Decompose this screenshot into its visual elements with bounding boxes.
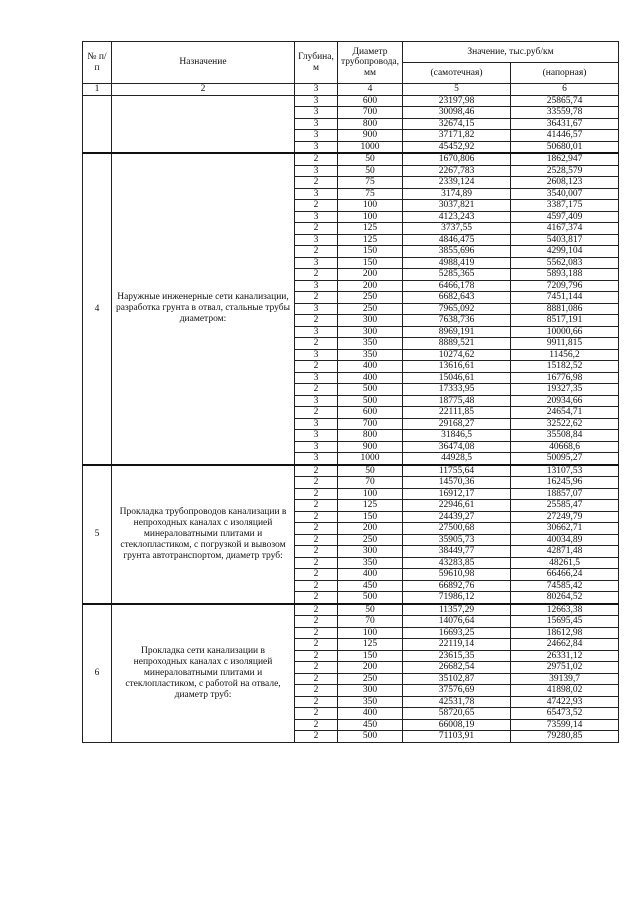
gravity-value-cell: 10274,62 xyxy=(403,349,511,361)
depth-cell: 2 xyxy=(295,557,338,569)
diameter-cell: 900 xyxy=(338,130,403,142)
depth-cell: 2 xyxy=(295,523,338,535)
gravity-value-cell: 1670,806 xyxy=(403,153,511,165)
depth-cell: 3 xyxy=(295,430,338,442)
depth-cell: 3 xyxy=(295,107,338,119)
depth-cell: 3 xyxy=(295,349,338,361)
depth-cell: 3 xyxy=(295,326,338,338)
depth-cell: 3 xyxy=(295,130,338,142)
table-row xyxy=(83,153,619,165)
gravity-value-cell: 15046,61 xyxy=(403,372,511,384)
depth-cell: 2 xyxy=(295,477,338,489)
col-number: 4 xyxy=(338,84,403,96)
diameter-cell: 400 xyxy=(338,372,403,384)
gravity-value-cell: 42531,78 xyxy=(403,696,511,708)
pressure-value-cell: 74585,42 xyxy=(511,580,619,592)
pressure-value-cell: 12663,38 xyxy=(511,604,619,616)
section-number: 5 xyxy=(83,465,112,604)
depth-cell: 2 xyxy=(295,338,338,350)
gravity-value-cell: 66008,19 xyxy=(403,719,511,731)
gravity-value-cell: 8889,521 xyxy=(403,338,511,350)
section-number: 6 xyxy=(83,604,112,743)
depth-cell: 2 xyxy=(295,361,338,373)
pressure-value-cell: 3540,007 xyxy=(511,188,619,200)
diameter-cell: 150 xyxy=(338,246,403,258)
diameter-cell: 50 xyxy=(338,604,403,616)
diameter-cell: 500 xyxy=(338,592,403,604)
col-number: 2 xyxy=(112,84,295,96)
diameter-cell: 100 xyxy=(338,211,403,223)
gravity-value-cell: 24439,27 xyxy=(403,511,511,523)
price-table xyxy=(82,41,619,743)
gravity-value-cell: 30098,46 xyxy=(403,107,511,119)
depth-cell: 3 xyxy=(295,395,338,407)
diameter-cell: 100 xyxy=(338,627,403,639)
pressure-value-cell: 47422,93 xyxy=(511,696,619,708)
pressure-value-cell: 29751,02 xyxy=(511,662,619,674)
gravity-value-cell: 38449,77 xyxy=(403,546,511,558)
diameter-cell: 50 xyxy=(338,465,403,477)
depth-cell: 3 xyxy=(295,441,338,453)
gravity-value-cell: 59610,98 xyxy=(403,569,511,581)
diameter-cell: 450 xyxy=(338,719,403,731)
pressure-value-cell: 5562,083 xyxy=(511,257,619,269)
gravity-value-cell: 27500,68 xyxy=(403,523,511,535)
gravity-value-cell: 37171,82 xyxy=(403,130,511,142)
depth-cell: 3 xyxy=(295,303,338,315)
pressure-value-cell: 50095,27 xyxy=(511,453,619,465)
pressure-value-cell: 73599,14 xyxy=(511,719,619,731)
pressure-value-cell: 25585,47 xyxy=(511,500,619,512)
section-description xyxy=(112,95,295,153)
gravity-value-cell: 3037,821 xyxy=(403,200,511,212)
gravity-value-cell: 2267,783 xyxy=(403,165,511,177)
gravity-value-cell: 44928,5 xyxy=(403,453,511,465)
diameter-cell: 200 xyxy=(338,662,403,674)
depth-cell: 2 xyxy=(295,592,338,604)
pressure-value-cell: 48261,5 xyxy=(511,557,619,569)
diameter-cell: 350 xyxy=(338,349,403,361)
diameter-cell: 450 xyxy=(338,580,403,592)
pressure-value-cell: 1862,947 xyxy=(511,153,619,165)
depth-cell: 3 xyxy=(295,141,338,153)
pressure-value-cell: 39139,7 xyxy=(511,673,619,685)
pressure-value-cell: 41446,57 xyxy=(511,130,619,142)
section-description: Прокладка сети канализации в непроходных каналах с изоляцией минераловатными плитами и стеклопластиком, с работой на отвале, диаметр труб: xyxy=(112,604,295,743)
pressure-value-cell: 5403,817 xyxy=(511,234,619,246)
pressure-value-cell: 27249,79 xyxy=(511,511,619,523)
depth-cell: 3 xyxy=(295,165,338,177)
col-number: 6 xyxy=(511,84,619,96)
diameter-cell: 400 xyxy=(338,708,403,720)
gravity-value-cell: 66892,76 xyxy=(403,580,511,592)
pressure-value-cell: 7209,796 xyxy=(511,280,619,292)
depth-cell: 3 xyxy=(295,211,338,223)
depth-cell: 2 xyxy=(295,534,338,546)
diameter-cell: 200 xyxy=(338,269,403,281)
pressure-value-cell: 35508,84 xyxy=(511,430,619,442)
gravity-value-cell: 2339,124 xyxy=(403,177,511,189)
header-value: Значение, тыс.руб/км xyxy=(403,42,619,63)
depth-cell: 2 xyxy=(295,246,338,258)
depth-cell: 2 xyxy=(295,177,338,189)
diameter-cell: 125 xyxy=(338,223,403,235)
depth-cell: 2 xyxy=(295,269,338,281)
depth-cell: 2 xyxy=(295,223,338,235)
gravity-value-cell: 32674,15 xyxy=(403,118,511,130)
pressure-value-cell: 19327,35 xyxy=(511,384,619,396)
depth-cell: 2 xyxy=(295,488,338,500)
pressure-value-cell: 66466,24 xyxy=(511,569,619,581)
depth-cell: 2 xyxy=(295,627,338,639)
pressure-value-cell: 5893,188 xyxy=(511,269,619,281)
pressure-value-cell: 15182,52 xyxy=(511,361,619,373)
pressure-value-cell: 9911,815 xyxy=(511,338,619,350)
diameter-cell: 150 xyxy=(338,650,403,662)
header-name: Назначение xyxy=(112,42,295,84)
table-body xyxy=(83,95,619,742)
diameter-cell: 350 xyxy=(338,696,403,708)
header-num: № п/п xyxy=(83,42,112,84)
pressure-value-cell: 40034,89 xyxy=(511,534,619,546)
diameter-cell: 300 xyxy=(338,315,403,327)
table-header xyxy=(83,42,619,96)
header-pressure: (напорная) xyxy=(511,63,619,84)
pressure-value-cell: 4299,104 xyxy=(511,246,619,258)
pressure-value-cell: 20934,66 xyxy=(511,395,619,407)
section-number xyxy=(83,95,112,153)
gravity-value-cell: 14076,64 xyxy=(403,616,511,628)
diameter-cell: 100 xyxy=(338,200,403,212)
pressure-value-cell: 25865,74 xyxy=(511,95,619,107)
pressure-value-cell: 24654,71 xyxy=(511,407,619,419)
gravity-value-cell: 36474,08 xyxy=(403,441,511,453)
diameter-cell: 700 xyxy=(338,107,403,119)
depth-cell: 2 xyxy=(295,616,338,628)
gravity-value-cell: 18775,48 xyxy=(403,395,511,407)
diameter-cell: 800 xyxy=(338,430,403,442)
diameter-cell: 125 xyxy=(338,639,403,651)
depth-cell: 2 xyxy=(295,407,338,419)
col-number: 3 xyxy=(295,84,338,96)
diameter-cell: 300 xyxy=(338,685,403,697)
pressure-value-cell: 33559,78 xyxy=(511,107,619,119)
gravity-value-cell: 43283,85 xyxy=(403,557,511,569)
gravity-value-cell: 11755,64 xyxy=(403,465,511,477)
pressure-value-cell: 41898,02 xyxy=(511,685,619,697)
pressure-value-cell: 11456,2 xyxy=(511,349,619,361)
depth-cell: 2 xyxy=(295,315,338,327)
diameter-cell: 200 xyxy=(338,523,403,535)
pressure-value-cell: 65473,52 xyxy=(511,708,619,720)
depth-cell: 3 xyxy=(295,234,338,246)
gravity-value-cell: 16693,25 xyxy=(403,627,511,639)
col-number: 5 xyxy=(403,84,511,96)
gravity-value-cell: 14570,36 xyxy=(403,477,511,489)
pressure-value-cell: 18612,98 xyxy=(511,627,619,639)
pressure-value-cell: 7451,144 xyxy=(511,292,619,304)
col-number: 1 xyxy=(83,84,112,96)
diameter-cell: 600 xyxy=(338,95,403,107)
gravity-value-cell: 17333,95 xyxy=(403,384,511,396)
depth-cell: 2 xyxy=(295,153,338,165)
diameter-cell: 70 xyxy=(338,477,403,489)
gravity-value-cell: 3855,696 xyxy=(403,246,511,258)
diameter-cell: 200 xyxy=(338,280,403,292)
diameter-cell: 125 xyxy=(338,234,403,246)
gravity-value-cell: 29168,27 xyxy=(403,418,511,430)
section-description: Наружные инженерные сети канализации, разработка грунта в отвал, стальные трубы диаметром: xyxy=(112,153,295,465)
diameter-cell: 250 xyxy=(338,303,403,315)
diameter-cell: 100 xyxy=(338,488,403,500)
pressure-value-cell: 42871,48 xyxy=(511,546,619,558)
pressure-value-cell: 16776,98 xyxy=(511,372,619,384)
pressure-value-cell: 4597,409 xyxy=(511,211,619,223)
gravity-value-cell: 7965,092 xyxy=(403,303,511,315)
section-number: 4 xyxy=(83,153,112,465)
pressure-value-cell: 2608,123 xyxy=(511,177,619,189)
diameter-cell: 250 xyxy=(338,673,403,685)
pressure-value-cell: 24662,84 xyxy=(511,639,619,651)
gravity-value-cell: 8969,191 xyxy=(403,326,511,338)
depth-cell: 3 xyxy=(295,453,338,465)
depth-cell: 2 xyxy=(295,685,338,697)
diameter-cell: 75 xyxy=(338,177,403,189)
depth-cell: 3 xyxy=(295,257,338,269)
gravity-value-cell: 13616,61 xyxy=(403,361,511,373)
diameter-cell: 250 xyxy=(338,534,403,546)
depth-cell: 2 xyxy=(295,662,338,674)
gravity-value-cell: 4846,475 xyxy=(403,234,511,246)
depth-cell: 2 xyxy=(295,569,338,581)
gravity-value-cell: 3174,89 xyxy=(403,188,511,200)
gravity-value-cell: 16912,17 xyxy=(403,488,511,500)
header-diameter: Диаметр трубопровода, мм xyxy=(338,42,403,84)
depth-cell: 2 xyxy=(295,673,338,685)
pressure-value-cell: 80264,52 xyxy=(511,592,619,604)
gravity-value-cell: 31846,5 xyxy=(403,430,511,442)
depth-cell: 2 xyxy=(295,511,338,523)
depth-cell: 2 xyxy=(295,696,338,708)
pressure-value-cell: 50680,01 xyxy=(511,141,619,153)
header-gravity: (самотечная) xyxy=(403,63,511,84)
diameter-cell: 70 xyxy=(338,616,403,628)
diameter-cell: 700 xyxy=(338,418,403,430)
pressure-value-cell: 18857,07 xyxy=(511,488,619,500)
gravity-value-cell: 22946,61 xyxy=(403,500,511,512)
pressure-value-cell: 3387,175 xyxy=(511,200,619,212)
pressure-value-cell: 2528,579 xyxy=(511,165,619,177)
diameter-cell: 600 xyxy=(338,407,403,419)
pressure-value-cell: 13107,53 xyxy=(511,465,619,477)
depth-cell: 3 xyxy=(295,188,338,200)
pressure-value-cell: 26331,12 xyxy=(511,650,619,662)
gravity-value-cell: 58720,65 xyxy=(403,708,511,720)
table-row xyxy=(83,465,619,477)
depth-cell: 2 xyxy=(295,500,338,512)
pressure-value-cell: 8517,191 xyxy=(511,315,619,327)
diameter-cell: 250 xyxy=(338,292,403,304)
diameter-cell: 500 xyxy=(338,731,403,743)
pressure-value-cell: 36431,67 xyxy=(511,118,619,130)
diameter-cell: 1000 xyxy=(338,453,403,465)
diameter-cell: 400 xyxy=(338,361,403,373)
column-numbers-row xyxy=(83,84,619,96)
gravity-value-cell: 22111,85 xyxy=(403,407,511,419)
gravity-value-cell: 35905,73 xyxy=(403,534,511,546)
diameter-cell: 800 xyxy=(338,118,403,130)
gravity-value-cell: 4988,419 xyxy=(403,257,511,269)
gravity-value-cell: 45452,92 xyxy=(403,141,511,153)
depth-cell: 2 xyxy=(295,465,338,477)
gravity-value-cell: 11357,29 xyxy=(403,604,511,616)
diameter-cell: 150 xyxy=(338,257,403,269)
diameter-cell: 350 xyxy=(338,338,403,350)
gravity-value-cell: 6682,643 xyxy=(403,292,511,304)
diameter-cell: 900 xyxy=(338,441,403,453)
gravity-value-cell: 23615,35 xyxy=(403,650,511,662)
depth-cell: 2 xyxy=(295,384,338,396)
diameter-cell: 50 xyxy=(338,165,403,177)
gravity-value-cell: 4123,243 xyxy=(403,211,511,223)
depth-cell: 2 xyxy=(295,731,338,743)
diameter-cell: 350 xyxy=(338,557,403,569)
depth-cell: 2 xyxy=(295,200,338,212)
pressure-value-cell: 40668,6 xyxy=(511,441,619,453)
gravity-value-cell: 5285,365 xyxy=(403,269,511,281)
diameter-cell: 300 xyxy=(338,546,403,558)
gravity-value-cell: 3737,55 xyxy=(403,223,511,235)
depth-cell: 2 xyxy=(295,546,338,558)
gravity-value-cell: 37576,69 xyxy=(403,685,511,697)
gravity-value-cell: 26682,54 xyxy=(403,662,511,674)
gravity-value-cell: 6466,178 xyxy=(403,280,511,292)
pressure-value-cell: 15695,45 xyxy=(511,616,619,628)
diameter-cell: 300 xyxy=(338,326,403,338)
diameter-cell: 400 xyxy=(338,569,403,581)
depth-cell: 2 xyxy=(295,639,338,651)
diameter-cell: 75 xyxy=(338,188,403,200)
pressure-value-cell: 4167,374 xyxy=(511,223,619,235)
pressure-value-cell: 10000,66 xyxy=(511,326,619,338)
pressure-value-cell: 30662,71 xyxy=(511,523,619,535)
pressure-value-cell: 32522,62 xyxy=(511,418,619,430)
depth-cell: 2 xyxy=(295,580,338,592)
pressure-value-cell: 16245,96 xyxy=(511,477,619,489)
gravity-value-cell: 23197,98 xyxy=(403,95,511,107)
gravity-value-cell: 71986,12 xyxy=(403,592,511,604)
diameter-cell: 500 xyxy=(338,384,403,396)
gravity-value-cell: 35102,87 xyxy=(403,673,511,685)
pressure-value-cell: 8881,086 xyxy=(511,303,619,315)
diameter-cell: 50 xyxy=(338,153,403,165)
depth-cell: 3 xyxy=(295,95,338,107)
gravity-value-cell: 22119,14 xyxy=(403,639,511,651)
section-description: Прокладка трубопроводов канализации в непроходных каналах с изоляцией минераловатными плитами и стеклопластиком, с погрузкой и вывозом грунта автотранспортом, диаметр труб: xyxy=(112,465,295,604)
gravity-value-cell: 71103,91 xyxy=(403,731,511,743)
depth-cell: 2 xyxy=(295,708,338,720)
depth-cell: 3 xyxy=(295,372,338,384)
gravity-value-cell: 7638,736 xyxy=(403,315,511,327)
depth-cell: 2 xyxy=(295,292,338,304)
diameter-cell: 150 xyxy=(338,511,403,523)
diameter-cell: 500 xyxy=(338,395,403,407)
depth-cell: 3 xyxy=(295,118,338,130)
depth-cell: 2 xyxy=(295,604,338,616)
depth-cell: 3 xyxy=(295,418,338,430)
diameter-cell: 125 xyxy=(338,500,403,512)
diameter-cell: 1000 xyxy=(338,141,403,153)
header-depth: Глубина, м xyxy=(295,42,338,84)
table-row xyxy=(83,95,619,107)
depth-cell: 2 xyxy=(295,650,338,662)
depth-cell: 3 xyxy=(295,280,338,292)
pressure-value-cell: 79280,85 xyxy=(511,731,619,743)
table-row xyxy=(83,604,619,616)
depth-cell: 2 xyxy=(295,719,338,731)
